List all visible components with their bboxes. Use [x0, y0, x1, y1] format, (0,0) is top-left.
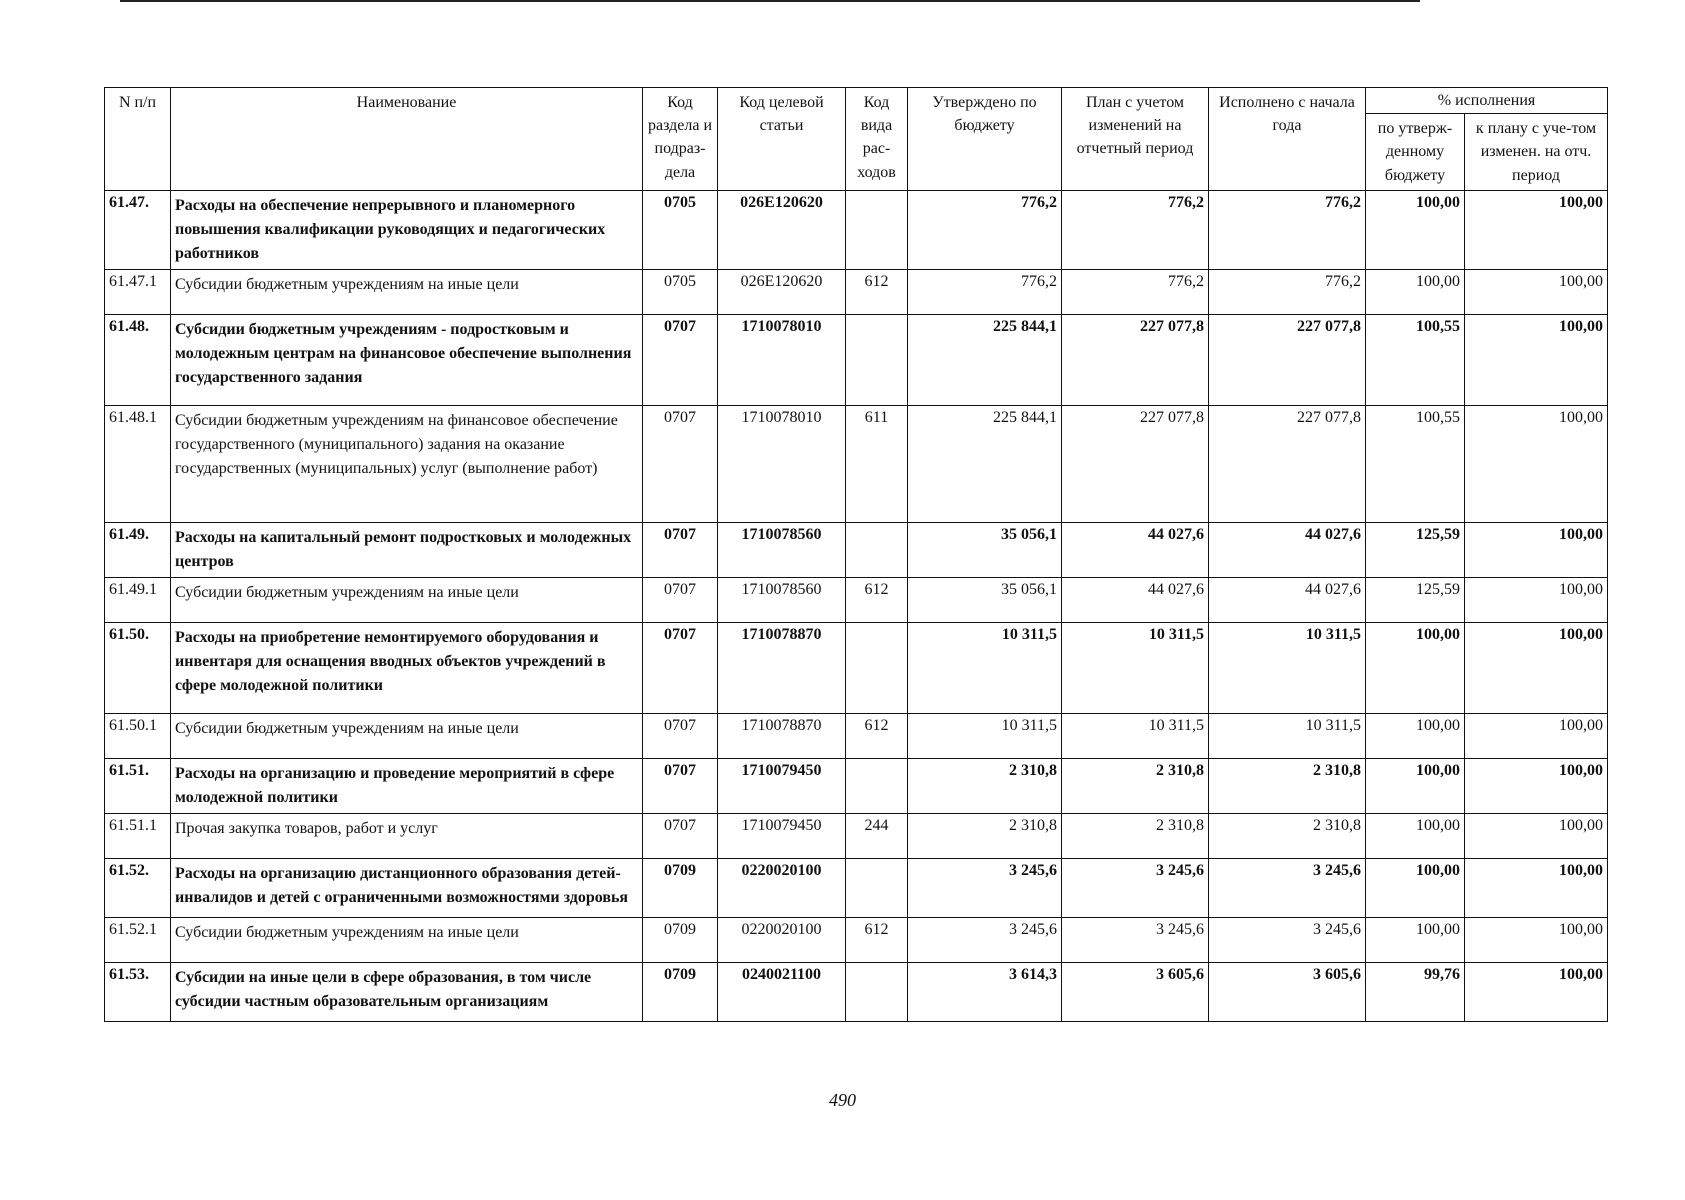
cell-target-code: 026E120620 — [718, 190, 846, 269]
cell-target-code: 1710078870 — [718, 713, 846, 758]
cell-pct-plan: 100,00 — [1465, 622, 1608, 713]
report-table-container — [104, 87, 1607, 1022]
header-n: N п/п — [105, 88, 171, 191]
cell-plan: 776,2 — [1062, 190, 1209, 269]
cell-pct-plan: 100,00 — [1465, 917, 1608, 962]
cell-number: 61.52.1 — [105, 917, 171, 962]
table-row — [105, 269, 1608, 314]
cell-expense-code: 612 — [846, 713, 908, 758]
header-section-code: Код раздела и подраз-дела — [643, 88, 718, 191]
cell-number: 61.50.1 — [105, 713, 171, 758]
cell-approved: 10 311,5 — [908, 713, 1062, 758]
cell-executed: 3 245,6 — [1209, 917, 1366, 962]
cell-name: Субсидии бюджетным учреждениям на иные цели — [171, 577, 643, 622]
cell-number: 61.51.1 — [105, 813, 171, 858]
cell-number: 61.50. — [105, 622, 171, 713]
cell-executed: 3 605,6 — [1209, 962, 1366, 1021]
cell-section-code: 0707 — [643, 405, 718, 522]
cell-pct-plan: 100,00 — [1465, 314, 1608, 405]
header-row-1 — [105, 88, 1608, 114]
cell-pct-plan: 100,00 — [1465, 813, 1608, 858]
cell-approved: 776,2 — [908, 190, 1062, 269]
cell-pct-budget: 100,00 — [1366, 917, 1465, 962]
cell-pct-budget: 100,00 — [1366, 622, 1465, 713]
cell-section-code: 0709 — [643, 917, 718, 962]
cell-plan: 44 027,6 — [1062, 522, 1209, 577]
header-expense-code: Код вида рас-ходов — [846, 88, 908, 191]
cell-target-code: 1710079450 — [718, 758, 846, 813]
cell-approved: 3 614,3 — [908, 962, 1062, 1021]
cell-executed: 44 027,6 — [1209, 522, 1366, 577]
cell-approved: 35 056,1 — [908, 577, 1062, 622]
cell-name: Прочая закупка товаров, работ и услуг — [171, 813, 643, 858]
cell-name: Субсидии на иные цели в сфере образования, в том числе субсидии частным образовательным организациям — [171, 962, 643, 1021]
cell-name: Субсидии бюджетным учреждениям на финансовое обеспечение государственного (муниципального) задания на оказание государственных (муниципальных) услуг (выполнение работ) — [171, 405, 643, 522]
cell-plan: 44 027,6 — [1062, 577, 1209, 622]
cell-expense-code — [846, 962, 908, 1021]
cell-plan: 776,2 — [1062, 269, 1209, 314]
table-row — [105, 314, 1608, 405]
cell-pct-plan: 100,00 — [1465, 713, 1608, 758]
cell-expense-code — [846, 622, 908, 713]
cell-target-code: 1710078560 — [718, 577, 846, 622]
cell-expense-code — [846, 522, 908, 577]
cell-section-code: 0707 — [643, 314, 718, 405]
cell-section-code: 0707 — [643, 622, 718, 713]
cell-name: Субсидии бюджетным учреждениям на иные цели — [171, 917, 643, 962]
table-row — [105, 713, 1608, 758]
cell-target-code: 1710078010 — [718, 405, 846, 522]
cell-plan: 227 077,8 — [1062, 314, 1209, 405]
cell-executed: 3 245,6 — [1209, 858, 1366, 917]
cell-number: 61.47. — [105, 190, 171, 269]
cell-section-code: 0709 — [643, 858, 718, 917]
cell-approved: 2 310,8 — [908, 813, 1062, 858]
cell-pct-budget: 100,00 — [1366, 190, 1465, 269]
cell-pct-plan: 100,00 — [1465, 190, 1608, 269]
cell-plan: 2 310,8 — [1062, 758, 1209, 813]
cell-plan: 10 311,5 — [1062, 622, 1209, 713]
cell-expense-code: 244 — [846, 813, 908, 858]
cell-name: Субсидии бюджетным учреждениям на иные цели — [171, 269, 643, 314]
table-row — [105, 190, 1608, 269]
cell-target-code: 1710078010 — [718, 314, 846, 405]
cell-number: 61.48.1 — [105, 405, 171, 522]
cell-pct-plan: 100,00 — [1465, 758, 1608, 813]
cell-approved: 225 844,1 — [908, 405, 1062, 522]
cell-target-code: 026E120620 — [718, 269, 846, 314]
cell-target-code: 0240021100 — [718, 962, 846, 1021]
cell-approved: 225 844,1 — [908, 314, 1062, 405]
cell-executed: 10 311,5 — [1209, 713, 1366, 758]
cell-executed: 44 027,6 — [1209, 577, 1366, 622]
cell-executed: 2 310,8 — [1209, 758, 1366, 813]
page-number: 490 — [829, 1090, 856, 1110]
cell-pct-plan: 100,00 — [1465, 405, 1608, 522]
cell-pct-plan: 100,00 — [1465, 962, 1608, 1021]
table-body — [105, 190, 1608, 1021]
cell-approved: 35 056,1 — [908, 522, 1062, 577]
cell-plan: 227 077,8 — [1062, 405, 1209, 522]
cell-number: 61.49. — [105, 522, 171, 577]
cell-name: Расходы на приобретение немонтируемого оборудования и инвентаря для оснащения вводных объектов учреждений в сфере молодежной политики — [171, 622, 643, 713]
cell-executed: 227 077,8 — [1209, 405, 1366, 522]
cell-approved: 3 245,6 — [908, 917, 1062, 962]
cell-approved: 3 245,6 — [908, 858, 1062, 917]
cell-pct-plan: 100,00 — [1465, 858, 1608, 917]
cell-pct-plan: 100,00 — [1465, 577, 1608, 622]
cell-pct-budget: 100,55 — [1366, 405, 1465, 522]
cell-section-code: 0707 — [643, 758, 718, 813]
cell-expense-code — [846, 190, 908, 269]
cell-number: 61.49.1 — [105, 577, 171, 622]
cell-pct-budget: 100,00 — [1366, 858, 1465, 917]
header-approved: Утверждено по бюджету — [908, 88, 1062, 191]
cell-section-code: 0707 — [643, 577, 718, 622]
cell-number: 61.53. — [105, 962, 171, 1021]
cell-target-code: 1710078870 — [718, 622, 846, 713]
cell-section-code: 0707 — [643, 522, 718, 577]
cell-number: 61.47.1 — [105, 269, 171, 314]
cell-pct-budget: 125,59 — [1366, 522, 1465, 577]
header-name: Наименование — [171, 88, 643, 191]
cell-executed: 227 077,8 — [1209, 314, 1366, 405]
cell-name: Субсидии бюджетным учреждениям - подростковым и молодежным центрам на финансовое обеспечение выполнения государственного задания — [171, 314, 643, 405]
cell-approved: 10 311,5 — [908, 622, 1062, 713]
cell-name: Расходы на капитальный ремонт подростковых и молодежных центров — [171, 522, 643, 577]
cell-plan: 10 311,5 — [1062, 713, 1209, 758]
cell-expense-code — [846, 858, 908, 917]
cell-target-code: 0220020100 — [718, 917, 846, 962]
cell-expense-code: 612 — [846, 269, 908, 314]
cell-number: 61.51. — [105, 758, 171, 813]
cell-number: 61.48. — [105, 314, 171, 405]
cell-pct-budget: 100,00 — [1366, 269, 1465, 314]
header-plan: План с учетом изменений на отчетный период — [1062, 88, 1209, 191]
table-row — [105, 758, 1608, 813]
cell-section-code: 0707 — [643, 713, 718, 758]
table-row — [105, 622, 1608, 713]
cell-approved: 776,2 — [908, 269, 1062, 314]
cell-executed: 2 310,8 — [1209, 813, 1366, 858]
cell-expense-code — [846, 758, 908, 813]
table-row — [105, 917, 1608, 962]
cell-target-code: 1710079450 — [718, 813, 846, 858]
table-row — [105, 858, 1608, 917]
cell-name: Расходы на обеспечение непрерывного и планомерного повышения квалификации руководящих и педагогических работников — [171, 190, 643, 269]
header-pct-plan: к плану с уче-том изменен. на отч. период — [1465, 114, 1608, 191]
table-row — [105, 405, 1608, 522]
cell-name: Расходы на организацию и проведение мероприятий в сфере молодежной политики — [171, 758, 643, 813]
table-row — [105, 577, 1608, 622]
cell-target-code: 0220020100 — [718, 858, 846, 917]
table-row — [105, 962, 1608, 1021]
cell-expense-code — [846, 314, 908, 405]
cell-expense-code: 611 — [846, 405, 908, 522]
cell-section-code: 0705 — [643, 269, 718, 314]
cell-plan: 3 245,6 — [1062, 858, 1209, 917]
top-rule — [120, 0, 1420, 2]
header-executed: Исполнено с начала года — [1209, 88, 1366, 191]
cell-name: Расходы на организацию дистанционного образования детей-инвалидов и детей с ограниченными возможностями здоровья — [171, 858, 643, 917]
header-pct-budget: по утверж-денному бюджету — [1366, 114, 1465, 191]
cell-pct-budget: 100,00 — [1366, 813, 1465, 858]
header-target-code: Код целевой статьи — [718, 88, 846, 191]
cell-pct-budget: 125,59 — [1366, 577, 1465, 622]
cell-section-code: 0705 — [643, 190, 718, 269]
budget-execution-table — [104, 87, 1608, 1022]
cell-pct-budget: 99,76 — [1366, 962, 1465, 1021]
cell-pct-plan: 100,00 — [1465, 522, 1608, 577]
cell-executed: 776,2 — [1209, 269, 1366, 314]
cell-number: 61.52. — [105, 858, 171, 917]
cell-section-code: 0709 — [643, 962, 718, 1021]
cell-name: Субсидии бюджетным учреждениям на иные цели — [171, 713, 643, 758]
header-pct-group: % исполнения — [1366, 88, 1608, 114]
cell-pct-budget: 100,55 — [1366, 314, 1465, 405]
cell-plan: 3 605,6 — [1062, 962, 1209, 1021]
cell-executed: 10 311,5 — [1209, 622, 1366, 713]
cell-plan: 3 245,6 — [1062, 917, 1209, 962]
table-row — [105, 522, 1608, 577]
cell-approved: 2 310,8 — [908, 758, 1062, 813]
cell-executed: 776,2 — [1209, 190, 1366, 269]
table-row — [105, 813, 1608, 858]
cell-pct-plan: 100,00 — [1465, 269, 1608, 314]
cell-pct-budget: 100,00 — [1366, 758, 1465, 813]
cell-pct-budget: 100,00 — [1366, 713, 1465, 758]
cell-section-code: 0707 — [643, 813, 718, 858]
cell-target-code: 1710078560 — [718, 522, 846, 577]
cell-plan: 2 310,8 — [1062, 813, 1209, 858]
cell-expense-code: 612 — [846, 917, 908, 962]
cell-expense-code: 612 — [846, 577, 908, 622]
